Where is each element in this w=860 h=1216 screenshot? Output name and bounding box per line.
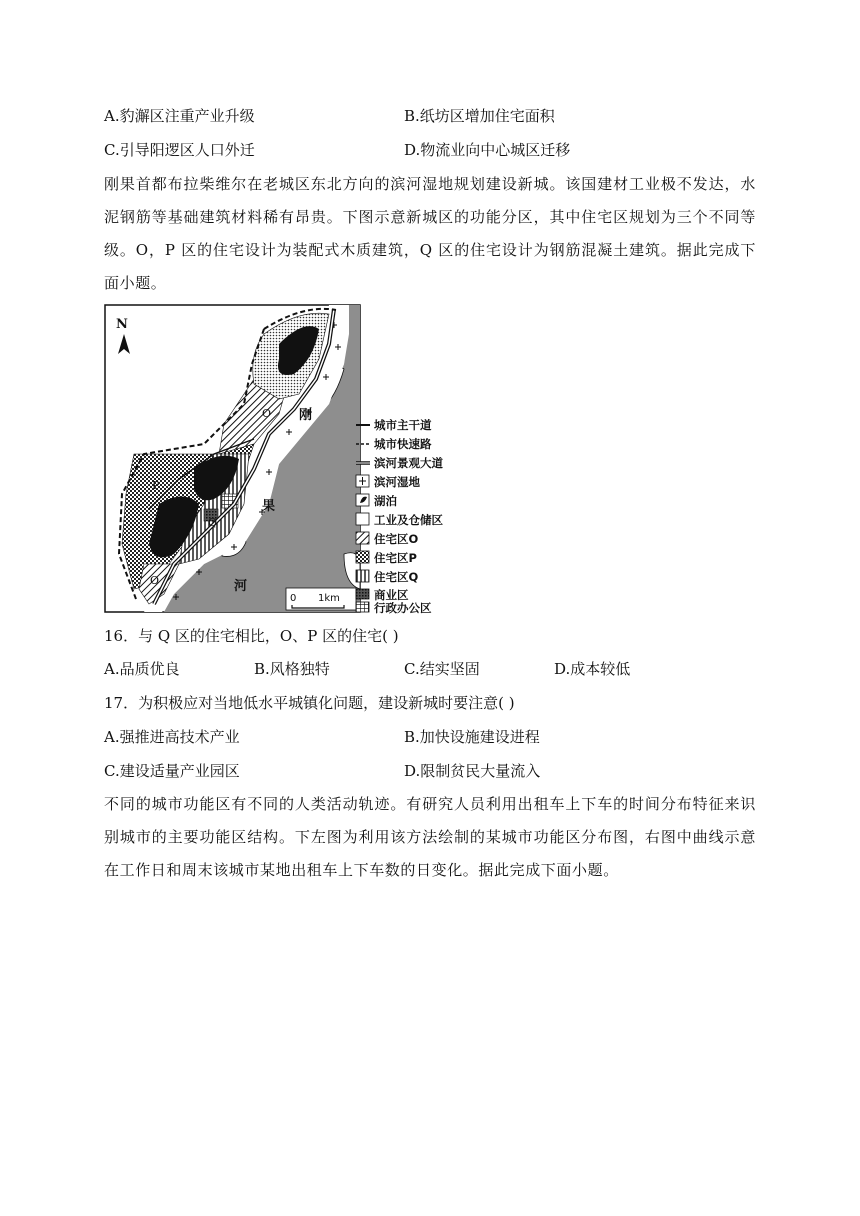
legend xyxy=(356,418,443,614)
legend-swatch-residential-q xyxy=(356,570,369,582)
q16-option-a: A.品质优良 xyxy=(104,660,180,678)
q15-option-b: B.纸坊区增加住宅面积 xyxy=(404,107,555,125)
passage-congo: 刚果首都布拉柴维尔在老城区东北方向的滨河湿地规划建设新城。该国建材工业极不发达，水泥钢筋等基础建筑材料稀有昂贵。下图示意新城区的功能分区，其中住宅区规划为三个不同等级。O，P 区的住宅设计为装配式木质建筑，Q 区的住宅设计为钢筋混凝土建筑。据此完成下面小题。 xyxy=(104,175,756,292)
q15-option-a: A.豹澥区注重产业升级 xyxy=(104,107,255,125)
river-char-3: 河 xyxy=(234,579,248,594)
q16-option-d: D.成本较低 xyxy=(554,660,631,678)
zone-label-o-south: O xyxy=(150,574,160,587)
zone-label-p: P xyxy=(152,479,160,492)
q17-option-d: D.限制贫民大量流入 xyxy=(404,762,541,780)
legend-label: 住宅区P xyxy=(374,551,417,565)
legend-label: 湖泊 xyxy=(374,494,397,508)
passage-taxi: 不同的城市功能区有不同的人类活动轨迹。有研究人员利用出租车上下车的时间分布特征来识别城市的主要功能区结构。下左图为利用该方法绘制的某城市功能区分布图，右图中曲线示意在工作日和周末该城市某地出租车上下车数的日变化。据此完成下面小题。 xyxy=(104,795,756,879)
river-char-2: 果 xyxy=(262,499,276,514)
q16-option-b: B.风格独特 xyxy=(254,660,330,678)
legend-label: 城市主干道 xyxy=(374,418,432,432)
river-char-1: 刚 xyxy=(299,408,313,423)
legend-label: 滨河湿地 xyxy=(374,475,420,489)
legend-label: 行政办公区 xyxy=(374,601,432,614)
legend-label: 商业区 xyxy=(374,588,409,602)
q17-option-a: A.强推进高技术产业 xyxy=(104,728,240,746)
legend-label: 工业及仓储区 xyxy=(374,513,443,527)
q17-stem: 17．为积极应对当地低水平城镇化问题，建设新城时要注意( ) xyxy=(104,694,515,712)
legend-swatch-residential-o xyxy=(356,532,369,544)
legend-label: 滨河景观大道 xyxy=(374,456,443,470)
scale-zero: 0 xyxy=(290,593,297,604)
legend-swatch-residential-p xyxy=(356,551,369,563)
q17-option-c: C.建设适量产业园区 xyxy=(104,762,240,780)
q16-option-c: C.结实坚固 xyxy=(404,660,480,678)
map-svg xyxy=(104,304,467,614)
q15-option-d: D.物流业向中心城区迁移 xyxy=(404,141,571,159)
legend-label: 城市快速路 xyxy=(374,437,432,451)
q17-option-b: B.加快设施建设进程 xyxy=(404,728,540,746)
zone-label-q: Q xyxy=(208,516,218,529)
legend-swatch-industrial xyxy=(356,513,369,525)
legend-swatch-admin xyxy=(356,602,369,612)
scale-unit: 1km xyxy=(318,593,340,604)
zone-label-o-north: O xyxy=(262,407,272,420)
q16-stem: 16．与 Q 区的住宅相比，O、P 区的住宅( ) xyxy=(104,627,399,645)
north-label: N xyxy=(116,317,128,332)
legend-label: 住宅区Q xyxy=(374,570,419,584)
legend-label: 住宅区O xyxy=(374,532,419,546)
legend-swatch-commercial xyxy=(356,589,369,599)
q15-option-c: C.引导阳逻区人口外迁 xyxy=(104,141,255,159)
new-city-map xyxy=(104,304,467,614)
